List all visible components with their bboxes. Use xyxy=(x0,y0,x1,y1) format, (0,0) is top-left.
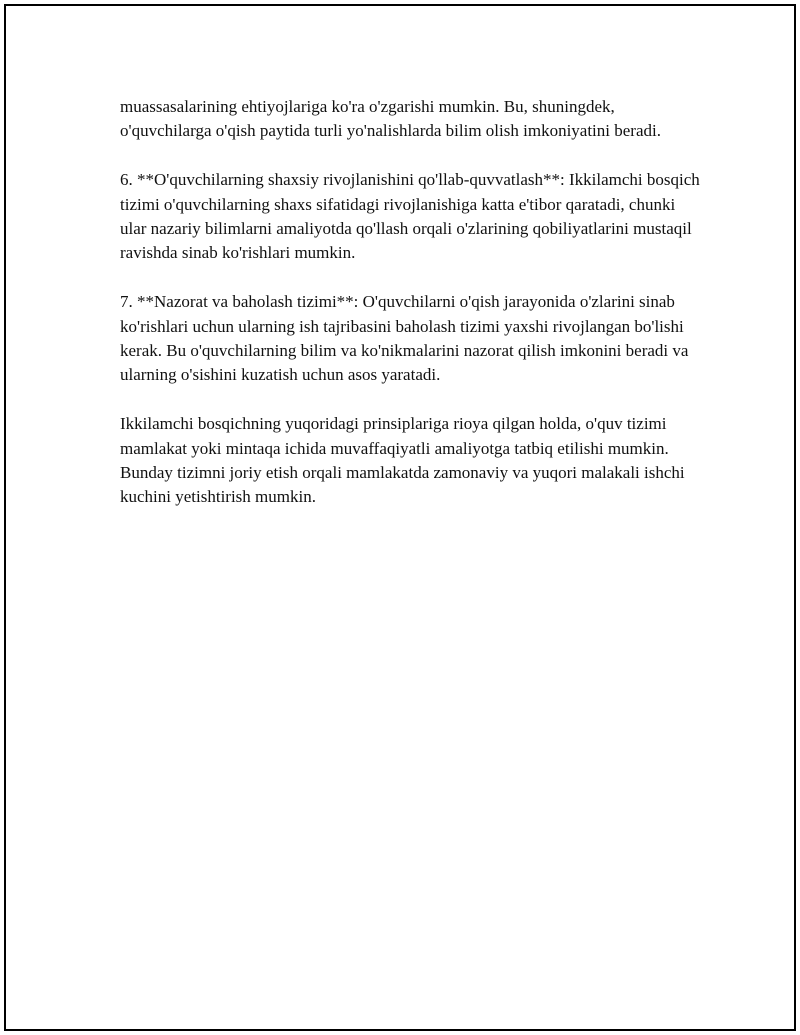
paragraph-item-7: 7. **Nazorat va baholash tizimi**: O'quvchilarni o'qish jarayonida o'zlarini sinab ko'rishlari uchun ularning ish tajribasini baholash tizimi yaxshi rivojlangan bo'lishi kerak. Bu o'quvchilarning bilim va ko'nikmalarini nazorat qilish imkonini beradi va ularning o'sishini kuzatish uchun asos yaratadi. xyxy=(120,292,689,385)
document-body xyxy=(120,95,700,534)
document-page xyxy=(4,4,796,1031)
paragraph-continuation: muassasalarining ehtiyojlariga ko'ra o'zgarishi mumkin. Bu, shuningdek, o'quvchilarga o'qish paytida turli yo'nalishlarda bilim olish imkoniyatini beradi. xyxy=(120,97,661,141)
paragraph-conclusion: Ikkilamchi bosqichning yuqoridagi prinsiplariga rioya qilgan holda, o'quv tizimi mamlakat yoki mintaqa ichida muvaffaqiyatli amaliyotga tatbiq etilishi mumkin. Bunday tizimni joriy etish orqali mamlakatda zamonaviy va yuqori malakali ishchi kuchini yetishtirish mumkin. xyxy=(120,414,685,507)
paragraph-item-6: 6. **O'quvchilarning shaxsiy rivojlanishini qo'llab-quvvatlash**: Ikkilamchi bosqich tizimi o'quvchilarning shaxs sifatidagi rivojlanishiga katta e'tibor qaratadi, chunki ular nazariy bilimlarni amaliyotda qo'llash orqali o'zlarining qobiliyatlarini mustaqil ravishda sinab ko'rishlari mumkin. xyxy=(120,170,700,263)
